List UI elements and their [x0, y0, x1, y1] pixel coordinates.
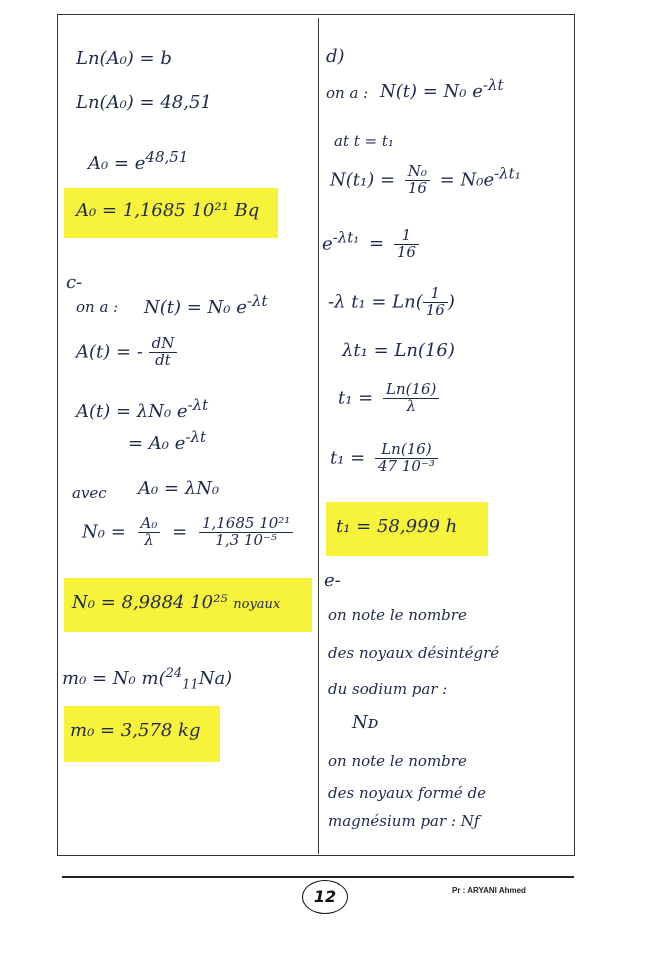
eq-mass-atomic-number: 11: [182, 677, 199, 693]
result-n0-unit: noyaux: [233, 597, 281, 612]
result-n0: [64, 578, 312, 613]
eq-activity-a0: [128, 428, 206, 454]
eq-n0-den1: λ: [144, 530, 154, 549]
eq-exp-ratio-base: e: [322, 233, 333, 255]
eq-n-t1-den: 16: [407, 178, 427, 197]
eq-a0-exp-power: 48,51: [145, 148, 189, 166]
eq-activity-a0-base: = A₀ e: [128, 433, 186, 454]
eq-n-t1-num: N₀: [405, 164, 430, 181]
on-a-c: on a :: [76, 298, 119, 316]
eq-decay-law: [144, 292, 268, 318]
symbol-nd: Nᴅ: [352, 712, 379, 733]
eq-n-t1-power: -λt₁: [494, 164, 521, 183]
eq-activity-a0-power: -λt: [185, 428, 207, 446]
eq-t1-numeric: [330, 442, 438, 475]
eq-ln-ratio-close: ): [447, 291, 455, 313]
eq-t1-numeric-lhs: t₁ =: [330, 447, 366, 469]
eq-ln-a0-value: Ln(A₀) = 48,51: [76, 92, 212, 113]
column-divider: [318, 18, 319, 854]
highlight-m0: [64, 706, 220, 762]
section-e-label: e-: [324, 570, 341, 591]
eq-ln-ratio-den: 16: [425, 300, 445, 319]
eq-exp-ratio-den: 16: [396, 242, 416, 261]
eq-t1-formula-num: Ln(16): [383, 382, 439, 399]
eq-t1-numeric-num: Ln(16): [375, 442, 438, 459]
text-e2: des noyaux désintégré: [328, 644, 500, 662]
footer-rule: [62, 876, 574, 878]
text-e7: magnésium par : Nƒ: [328, 812, 480, 830]
eq-activity-derivative: [76, 336, 177, 369]
author-credit: Pr : ARYANI Ahmed: [452, 886, 526, 895]
eq-decay-law-base: N(t) = N₀ e: [144, 297, 247, 318]
eq-lambda-t1: λt₁ = Ln(16): [342, 340, 455, 361]
section-c-label: c-: [66, 272, 83, 293]
text-e5: on note le nombre: [328, 752, 467, 770]
result-a0: A₀ = 1,1685 10²¹ Bq: [76, 200, 260, 221]
eq-decay-law-d-base: N(t) = N₀ e: [380, 81, 483, 102]
eq-ln-ratio-lhs: -λ t₁ = Ln(: [328, 291, 423, 313]
eq-n0-fraction: [82, 516, 293, 549]
eq-t1-numeric-den: 47 10⁻³: [378, 456, 435, 475]
avec-label: avec: [72, 484, 107, 502]
eq-a0-lambda-n0: A₀ = λN₀: [138, 478, 220, 499]
eq-t1-formula: [338, 382, 439, 415]
at-t1-label: at t = t₁: [334, 132, 394, 150]
eq-activity-derivative-num: dN: [149, 336, 178, 353]
eq-a0-exp: [88, 148, 188, 174]
eq-n0-den2: 1,3 10⁻⁵: [215, 530, 277, 549]
eq-exp-ratio-power: -λt₁: [332, 228, 360, 247]
eq-activity-law-base: A(t) = λN₀ e: [76, 401, 188, 422]
eq-n-t1-rhs: = N₀e: [439, 169, 495, 191]
eq-mass-base: m₀ = N₀ m(: [62, 668, 166, 689]
eq-activity-law-power: -λt: [187, 396, 209, 414]
eq-t1-formula-den: λ: [406, 396, 416, 415]
eq-activity-derivative-den: dt: [155, 350, 171, 369]
result-m0: m₀ = 3,578 kg: [70, 720, 201, 741]
eq-t1-formula-lhs: t₁ =: [338, 387, 374, 409]
eq-exp-ratio-num: 1: [394, 228, 419, 245]
eq-n-t1: [330, 164, 521, 197]
eq-n0-lhs: N₀ =: [82, 521, 126, 543]
text-e6: des noyaux formé de: [328, 784, 487, 802]
text-e1: on note le nombre: [328, 606, 467, 624]
eq-decay-law-d: [380, 76, 504, 102]
highlight-a0: [64, 188, 278, 238]
page-number: 12: [302, 880, 348, 914]
eq-exp-ratio-equals: =: [369, 233, 385, 255]
eq-activity-law: [76, 396, 208, 422]
eq-activity-derivative-lhs: A(t) = -: [76, 341, 143, 363]
eq-n-t1-lhs: N(t₁) =: [330, 169, 396, 191]
eq-n0-num1: A₀: [138, 516, 161, 533]
eq-ln-a0-b: Ln(A₀) = b: [76, 48, 172, 69]
text-e3: du sodium par :: [328, 680, 448, 698]
eq-ln-ratio-num: 1: [423, 286, 448, 303]
highlight-t1: [326, 502, 488, 556]
result-t1: t₁ = 58,999 h: [336, 516, 458, 537]
section-d-label: d): [326, 46, 345, 67]
eq-mass: [62, 666, 232, 693]
on-a-d: on a :: [326, 84, 369, 102]
eq-ln-ratio: [328, 286, 455, 319]
eq-mass-mass-number: 24: [165, 666, 183, 681]
eq-decay-law-power: -λt: [246, 292, 268, 310]
eq-mass-element: Na): [198, 668, 233, 689]
eq-n0-num2: 1,1685 10²¹: [199, 516, 293, 533]
highlight-n0: [64, 578, 312, 632]
eq-a0-exp-base: A₀ = e: [88, 153, 146, 174]
eq-exp-ratio: [322, 228, 419, 261]
result-n0-value: N₀ = 8,9884 10²⁵: [72, 592, 228, 613]
eq-decay-law-d-power: -λt: [482, 76, 504, 94]
eq-n0-equals: =: [172, 521, 188, 543]
